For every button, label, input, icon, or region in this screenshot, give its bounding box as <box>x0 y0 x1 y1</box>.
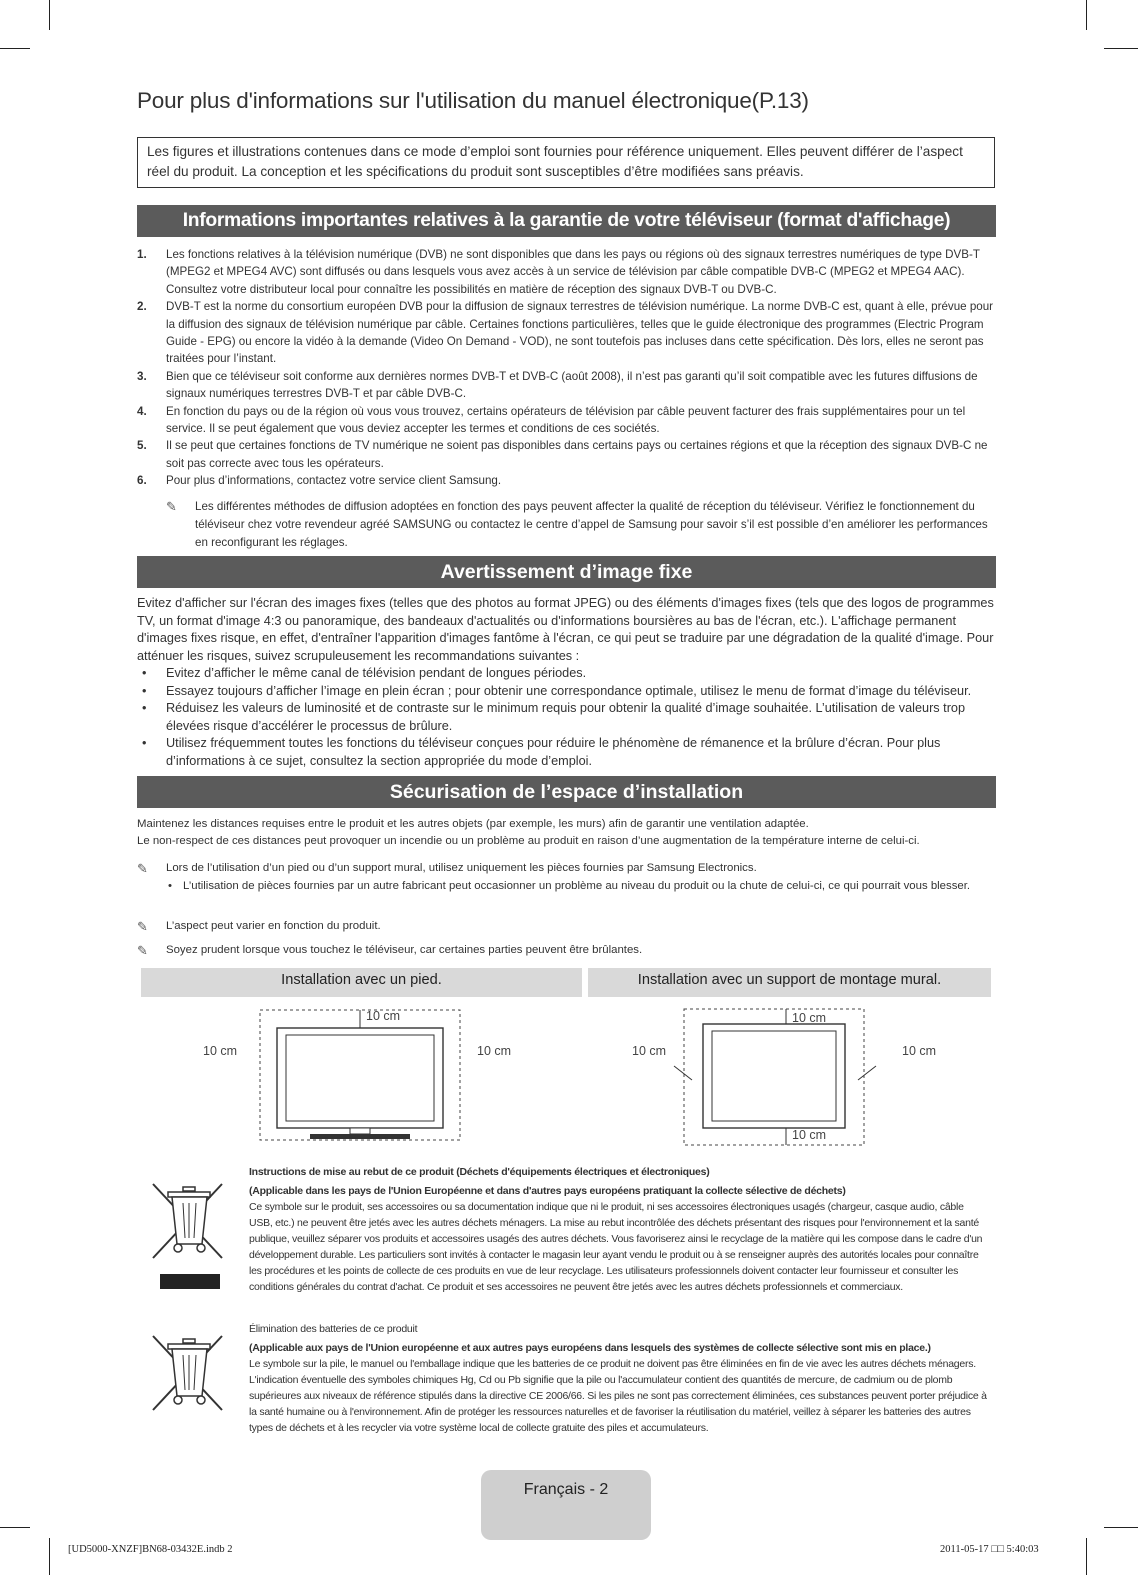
item-number: 3. <box>137 369 147 383</box>
item-number: 6. <box>137 474 147 488</box>
stand-installation-diagram <box>190 1000 530 1150</box>
disclaimer-box: Les figures et illustrations contenues dans ce mode d’emploi sont fournies pour référence uniquement. Elles peuvent différer de l’aspect réel du produit. La conception et les spécifications du produit sont susceptibles d’être modifiées sans préavis. <box>137 137 995 188</box>
warranty-list <box>137 246 997 490</box>
wall-distance-top: 10 cm <box>792 1011 827 1025</box>
tv-screen <box>712 1031 836 1121</box>
note-pencil-icon: ✎ <box>137 919 148 934</box>
battery-body: Le symbole sur la pile, le manuel ou l'emballage indique que les batteries de ce produit ne doivent pas être éliminées en fin de vie avec les autres déchets ménagers. L'indication éventuelle des symboles chimiques Hg, Cd ou Pb signifie que la pile ou l'accumulateur contient des quantités de mercure, de cadmium ou de plomb supérieures aux niveaux de référence stipulés dans la directive CE 2006/66. Si les piles ne sont pas correctement éliminées, ces substances peuvent porter préjudice à la santé humaine ou à l'environnement. Afin de protéger les ressources naturelles et de favoriser la réutilisation du matériel, veillez à séparer les batteries des autres types de déchets et à les recycler via votre système local de collecte gratuite des piles et accumulateurs. <box>249 1358 987 1434</box>
crop-mark <box>49 0 50 30</box>
list-item: • Utilisez fréquemment toutes les fonctions du téléviseur conçues pour réduire le phénomène de rémanence et la brûlure d’écran. Pour plus d’informations à ce sujet, consultez la section appropriée du mode d’emploi. <box>137 735 997 770</box>
still-image-intro: Evitez d'afficher sur l'écran des images fixes (telles que des photos au format JPEG) ou des éléments d'images fixes (tels que des logos de programmes TV, un format d'image 4:3 ou panoramique, des bandeaux d'actualités ou d'informations boursières au bas de l'écran, etc.). L'affichage permanent d'images fixes risque, en effet, d'entraîner l'apparition d'images fantôme à l'écran, ce qui peut se traduire par une dégradation de la qualité d'image. Pour atténuer les risques, suivez scrupuleusement les recommandations suivantes : <box>137 596 994 663</box>
crop-mark <box>1086 1538 1087 1575</box>
item-text: DVB-T est la norme du consortium européen DVB pour la diffusion de signaux terrestres de télévision numérique. La norme DVB-C est, quant à elle, prévue pour la diffusion des signaux de télévision numérique par câble. Certaines fonctions particulières, telles que le guide électronique des programmes (Electric Program Guide - EPG) ou encore la vidéo à la demande (Video On Demand - VOD), ne sont toutefois pas incluses dans cette spécification. Dès lors, elles ne seront pas traitées pour l’instant. <box>166 300 994 366</box>
weee-subtitle: (Applicable dans les pays de l'Union Européenne et dans d'autres pays européens pratiquant la collecte sélective de déchets) <box>249 1185 846 1197</box>
note-text: Soyez prudent lorsque vous touchez le téléviseur, car certaines parties peuvent être brûlantes. <box>166 944 643 956</box>
warranty-note <box>166 498 996 552</box>
item-text: Il se peut que certaines fonctions de TV numérique ne soient pas disponibles dans certains pays ou certaines régions et que la réception des signaux DVB-C ne soit pas correcte avec tous les opérateurs. <box>166 439 988 470</box>
list-item <box>137 472 997 489</box>
tv-screen <box>286 1035 434 1121</box>
item-text: Les fonctions relatives à la télévision numérique (DVB) ne sont disponibles que dans les pays ou régions où des signaux terrestres numériques de type DVB-T (MPEG2 et MPEG4 AVC) sont diffusés ou dans lesquels vous avez accès à un service de télévision par câble compatible DVB-C (MPEG2 et MPEG4 AAC). Consultez votre distributeur local pour connaître les possibilités en matière de réception des signaux DVB-T ou DVB-C. <box>166 248 980 296</box>
tv-stand-base <box>310 1134 410 1139</box>
list-item <box>137 298 997 368</box>
still-image-bullets <box>137 665 997 771</box>
note-text: Lors de l’utilisation d’un pied ou d’un support mural, utilisez uniquement les pièces fournies par Samsung Electronics. <box>166 862 757 874</box>
list-item: • Evitez d’afficher le même canal de télévision pendant de longues périodes. <box>137 665 997 683</box>
wall-installation-diagram <box>640 1000 940 1150</box>
crop-mark <box>0 48 30 49</box>
stand-distance-left: 10 cm <box>203 1044 238 1058</box>
battery-instructions <box>249 1321 989 1436</box>
item-number: 1. <box>137 248 147 261</box>
wall-distance-right: 10 cm <box>902 1044 937 1058</box>
note-pencil-icon: ✎ <box>137 861 148 876</box>
weee-title: Instructions de mise au rebut de ce produit (Déchets d'équipements électriques et électroniques) <box>249 1166 710 1178</box>
battery-subtitle: (Applicable aux pays de l'Union européenne et aux autres pays européens dans lesquels des systèmes de collecte sélective sont mis en place.) <box>249 1342 931 1354</box>
still-image-heading: Avertissement d’image fixe <box>137 556 996 588</box>
dimension-arrow-right <box>858 1066 876 1080</box>
crop-mark <box>49 1538 50 1575</box>
note-text: L’aspect peut varier en fonction du produit. <box>166 920 381 932</box>
installation-sub-bullet <box>166 878 983 895</box>
wall-distance-left: 10 cm <box>632 1044 667 1058</box>
crop-mark <box>1104 48 1138 49</box>
wall-distance-bottom: 10 cm <box>792 1128 827 1142</box>
weee-body: Ce symbole sur le produit, ses accessoires ou sa documentation indique que ni le produit, ni ses accessoires électroniques usagés (chargeur, casque audio, câble USB, etc.) ne peuvent être jetés avec les autres déchets ménagers. La mise au rebut incontrôlée des déchets présentant des risques pour l'environnement et la santé publique, veuillez séparer vos produits et accessoires usagés des autres déchets. Vous favoriserez ainsi le recyclage de la matière qui les compose dans le cadre d'un développement durable. Les particuliers sont invités à contacter le magasin leur ayant vendu le produit ou à se renseigner auprès des autorités locales pour connaître les procédures et les points de collecte de ces produits en vue de leur recyclage. Les utilisateurs professionnels doivent contacter leur fournisseur et consulter les conditions générales du contrat d'achat. Ce produit et ses accessoires ne peuvent être jetés avec les autres déchets professionnels et commerciaux. <box>249 1201 983 1293</box>
battery-title: Élimination des batteries de ce produit <box>249 1323 418 1335</box>
list-item <box>137 403 997 438</box>
stand-distance-right: 10 cm <box>477 1044 512 1058</box>
print-slug-left: [UD5000-XNZF]BN68-03432E.indb 2 <box>68 1544 233 1555</box>
item-text: Pour plus d’informations, contactez votre service client Samsung. <box>166 474 502 488</box>
stand-distance-top: 10 cm <box>366 1009 401 1023</box>
wall-install-label: Installation avec un support de montage mural. <box>588 968 991 997</box>
bullet-dot: • <box>168 880 172 892</box>
installation-intro-2: Le non-respect de ces distances peut provoquer un incendie ou un problème au produit en raison d’une augmentation de la température interne de celui-ci. <box>137 835 920 847</box>
list-item <box>137 368 997 403</box>
item-text: En fonction du pays ou de la région où vous vous trouvez, certains opérateurs de télévision par câble peuvent facturer des frais supplémentaires pour un tel service. Il se peut également que vous deviez accepter les termes et conditions de ces sociétés. <box>166 404 966 436</box>
installation-intro-1: Maintenez les distances requises entre le produit et les autres objets (par exemple, les murs) afin de garantir une ventilation adaptée. <box>137 818 809 830</box>
crop-mark <box>0 1527 30 1528</box>
list-item: • Essayez toujours d’afficher l’image en plein écran ; pour obtenir une correspondance optimale, utilisez le menu de format d’image du téléviseur. <box>137 683 997 701</box>
dimension-arrow-left <box>674 1066 692 1080</box>
item-number: 2. <box>137 300 147 314</box>
page-title: Pour plus d'informations sur l'utilisation du manuel électronique(P.13) <box>137 88 809 113</box>
crop-mark <box>1104 1527 1138 1528</box>
crossed-bin-icon <box>150 1178 225 1293</box>
warranty-heading: Informations importantes relatives à la garantie de votre téléviseur (format d'affichage) <box>137 205 996 237</box>
item-number: 4. <box>137 404 147 418</box>
installation-note-2 <box>137 918 997 935</box>
note-pencil-icon: ✎ <box>137 943 148 958</box>
installation-note-3 <box>137 942 997 959</box>
stand-install-label: Installation avec un pied. <box>141 968 582 997</box>
installation-note-1 <box>137 860 997 877</box>
crossed-bin-battery-icon <box>150 1330 225 1415</box>
note-pencil-icon: ✎ <box>166 499 177 514</box>
tv-stand-neck <box>350 1128 370 1134</box>
item-number: 5. <box>137 439 147 453</box>
weee-instructions <box>249 1164 989 1295</box>
installation-heading: Sécurisation de l’espace d’installation <box>137 776 996 808</box>
item-text: Bien que ce téléviseur soit conforme aux dernières normes DVB-T et DVB-C (août 2008), il n’est pas garanti qu’il soit compatible avec les futures diffusions de signaux numériques terrestres DVB-T et par câble DVB-C. <box>166 369 978 401</box>
page-number-tab: Français - 2 <box>481 1470 651 1540</box>
list-item <box>137 246 997 298</box>
list-item: • Réduisez les valeurs de luminosité et de contraste sur le minimum requis pour obtenir la qualité d’image souhaitée. L’utilisation de valeurs trop élevées risque d’accélérer le processus de brûlure. <box>137 700 997 735</box>
sub-bullet-text: L’utilisation de pièces fournies par un autre fabricant peut occasionner un problème au niveau du produit ou la chute de celui-ci, ce qui pourrait vous blesser. <box>183 880 971 892</box>
note-text: Les différentes méthodes de diffusion adoptées en fonction des pays peuvent affecter la qualité de réception du téléviseur. Vérifiez le fonctionnement du téléviseur chez votre revendeur agréé SAMSUNG ou contactez le centre d’appel de Samsung pour savoir s’il est possible d’en améliorer les performances en reconfigurant les réglages. <box>195 500 988 549</box>
list-item <box>137 437 997 472</box>
crop-mark <box>1086 0 1087 30</box>
print-slug-right: 2011-05-17 □□ 5:40:03 <box>940 1544 1039 1555</box>
